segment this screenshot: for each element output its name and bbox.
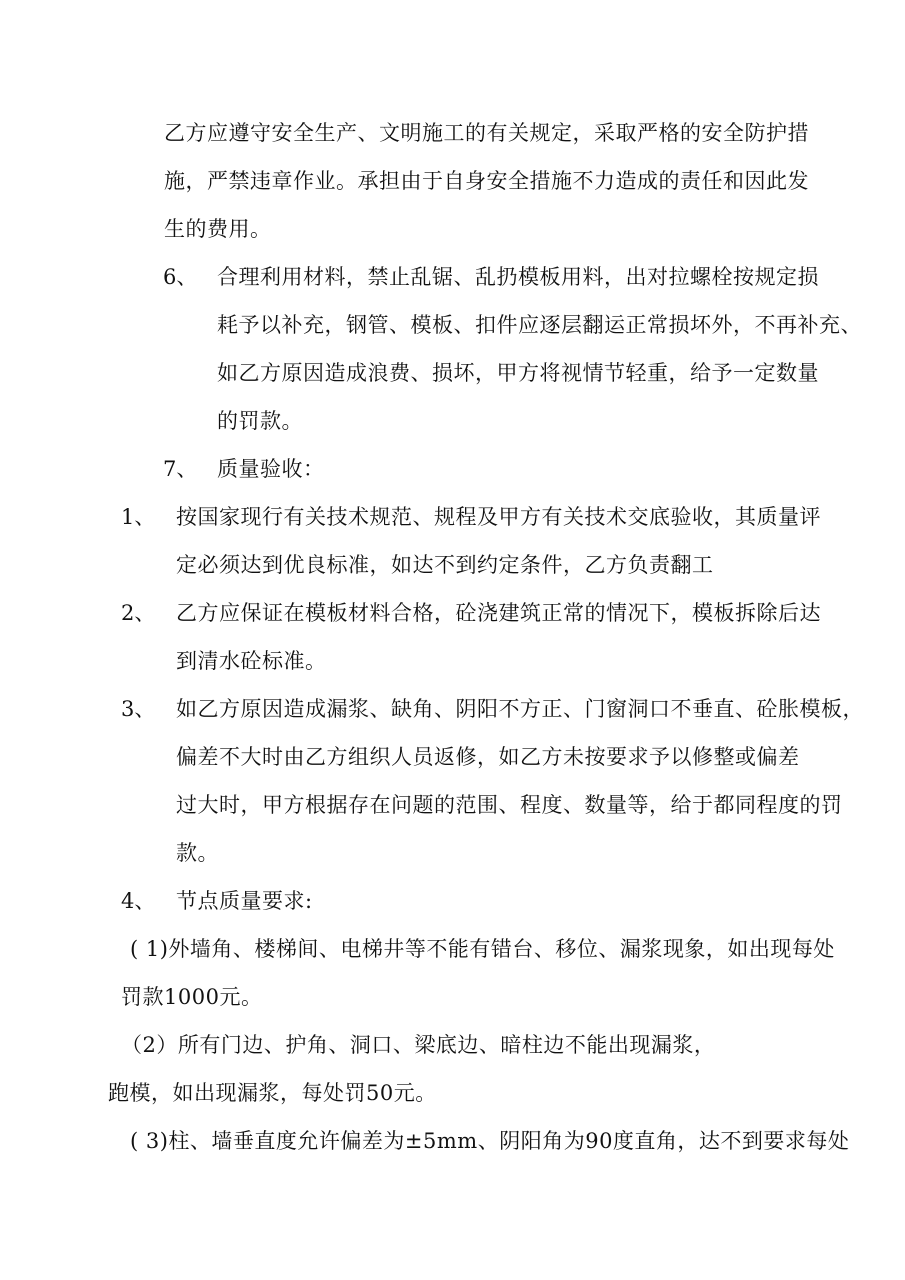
sub-2-line-1: 乙方应保证在模板材料合格，砼浇建筑正常的情况下，模板拆除后达 bbox=[176, 601, 821, 625]
item-7-line-1: 质量验收： bbox=[217, 457, 325, 481]
item-6-line-1: 合理利用材料，禁止乱锯、乱扔模板用料，出对拉螺栓按规定损 bbox=[217, 265, 819, 289]
req-3-line-1: ( 3)柱、墙垂直度允许偏差为±5mm、阴阳角为90度直角，达不到要求每处 bbox=[130, 1129, 850, 1153]
sub-4-number: 4、 bbox=[121, 889, 156, 913]
sub-4-line-1: 节点质量要求: bbox=[176, 889, 313, 913]
sub-3-number: 3、 bbox=[121, 697, 156, 721]
sub-1-line-2: 定必须达到优良标准，如达不到约定条件，乙方负责翻工 bbox=[176, 553, 714, 577]
req-1-line-2: 罚款1000元。 bbox=[121, 985, 263, 1009]
item-7-number: 7、 bbox=[163, 457, 198, 481]
sub-3-line-4: 款。 bbox=[176, 841, 219, 865]
sub-3-line-2: 偏差不大时由乙方组织人员返修，如乙方未按要求予以修整或偏差 bbox=[176, 745, 800, 769]
item-6-line-4: 的罚款。 bbox=[217, 409, 303, 433]
sub-3-line-3: 过大时，甲方根据存在问题的范围、程度、数量等，给于都同程度的罚 bbox=[176, 793, 843, 817]
req-2-line-1: （2）所有门边、护角、洞口、梁底边、暗柱边不能出现漏浆， bbox=[121, 1033, 716, 1057]
intro-line-2: 施，严禁违章作业。承担由于自身安全措施不力造成的责任和因此发 bbox=[164, 169, 809, 193]
sub-3-line-1: 如乙方原因造成漏浆、缺角、阴阳不方正、门窗洞口不垂直、砼胀模板， bbox=[176, 697, 864, 721]
item-6-line-3: 如乙方原因造成浪费、损坏，甲方将视情节轻重，给予一定数量 bbox=[217, 361, 819, 385]
sub-1-line-1: 按国家现行有关技术规范、规程及甲方有关技术交底验收，其质量评 bbox=[176, 505, 821, 529]
sub-2-number: 2、 bbox=[121, 601, 156, 625]
item-6-number: 6、 bbox=[163, 265, 198, 289]
intro-line-3: 生的费用。 bbox=[164, 217, 272, 241]
sub-1-number: 1、 bbox=[121, 505, 156, 529]
req-1-line-1: ( 1)外墙角、楼梯间、电梯井等不能有错台、移位、漏浆现象，如出现每处 bbox=[130, 937, 835, 961]
item-6-line-2: 耗予以补充，钢管、模板、扣件应逐层翻运正常损坏外，不再补充、 bbox=[217, 313, 862, 337]
sub-2-line-2: 到清水砼标准。 bbox=[176, 649, 327, 673]
intro-line-1: 乙方应遵守安全生产、文明施工的有关规定，采取严格的安全防护措 bbox=[164, 121, 809, 145]
req-2-line-2: 跑模，如出现漏浆，每处罚50元。 bbox=[108, 1081, 437, 1105]
